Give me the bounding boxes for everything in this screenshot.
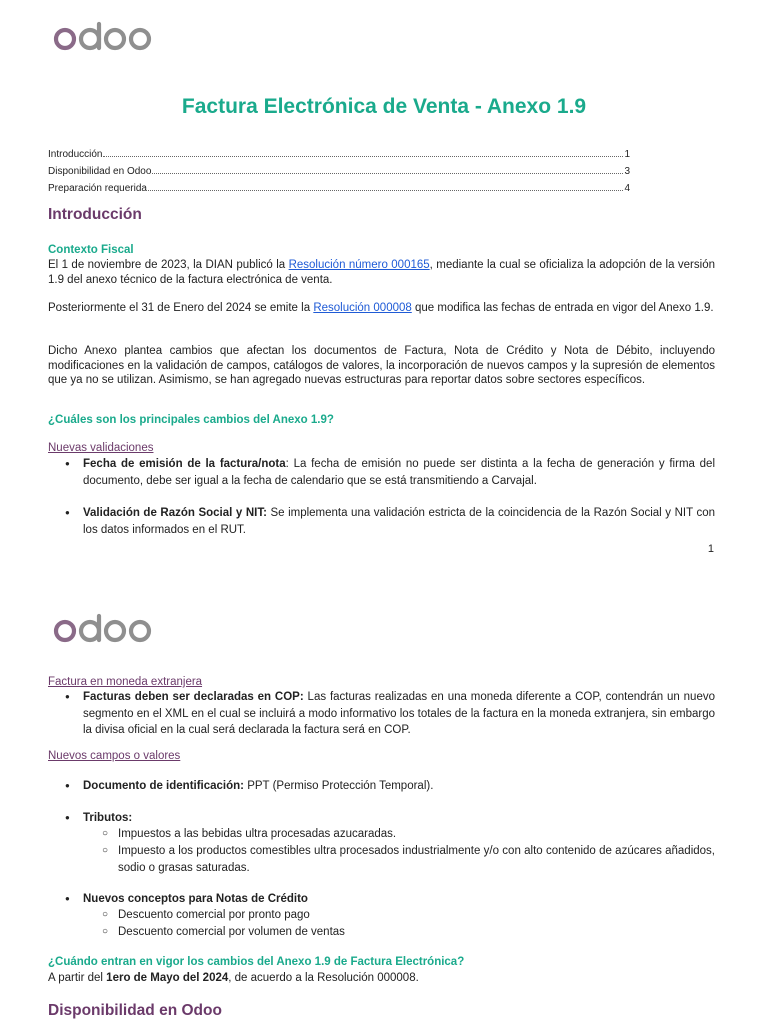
- paragraph-resolucion-8: [48, 301, 715, 316]
- list-item: [83, 891, 715, 908]
- paragraph-fecha-vigor: [48, 971, 715, 986]
- list-item-text: PPT (Permiso Protección Temporal).: [244, 780, 434, 792]
- paragraph-text: El 1 de noviembre de 2023, la DIAN publicó la: [48, 259, 289, 271]
- toc-entry-label: Introducción: [48, 149, 103, 160]
- page-number: 1: [707, 543, 714, 555]
- toc-entry[interactable]: [48, 160, 630, 177]
- list-item: [83, 505, 715, 538]
- subheading-principales-cambios: ¿Cuáles son los principales cambios del Anexo 1.9?: [48, 414, 334, 426]
- list-item-text: Se implementa una validación estricta de la coincidencia de la Razón Social y NIT con los datos informados en el RUT.: [83, 507, 715, 536]
- sublist-item: ○ Descuento comercial por pronto pago: [118, 907, 715, 924]
- toc-entry-label: Preparación requerida: [48, 183, 147, 194]
- toc-leader: [103, 156, 623, 157]
- list-item-term: Documento de identificación:: [83, 780, 245, 792]
- list-item: [83, 689, 715, 739]
- toc-leader: [152, 173, 623, 174]
- subsection-nuevas-validaciones: Nuevas validaciones: [48, 442, 154, 454]
- paragraph-resolucion-165: [48, 258, 715, 287]
- toc-entry[interactable]: [48, 143, 630, 160]
- toc-entry-page: 3: [624, 166, 630, 177]
- toc-entry-label: Disponibilidad en Odoo: [48, 166, 152, 177]
- odoo-logo: [52, 612, 152, 646]
- paragraph-text: que modifica las fechas de entrada en vigor del Anexo 1.9.: [411, 302, 714, 314]
- sublist-item: ○ Impuesto a los productos comestibles ultra procesados industrialmente y/o con alto contenido de azúcares añadidos, sodio o grasas saturadas.: [118, 843, 715, 876]
- list-item: [83, 810, 715, 827]
- paragraph-text: , mediante la cual se oficializa la adopción de la versión 1.9 del anexo técnico de la factura electrónica de venta.: [48, 259, 715, 286]
- toc-entry-page: 1: [624, 149, 630, 160]
- toc-entry[interactable]: [48, 177, 630, 194]
- subsection-moneda-extranjera: Factura en moneda extranjera: [48, 676, 203, 688]
- list-item-term: Tributos:: [83, 812, 133, 824]
- list-item: [83, 456, 715, 489]
- list-item-text: : La fecha de emisión no puede ser distinta a la fecha de generación y firma del documento, debe ser igual a la fecha de calendario que se está transmitiendo a Carvajal.: [83, 458, 715, 487]
- list-item-term: Facturas deben ser declaradas en COP:: [83, 691, 304, 703]
- document-title: Factura Electrónica de Venta - Anexo 1.9: [181, 95, 587, 118]
- sublist-item: ○ Impuestos a las bebidas ultra procesadas azucaradas.: [118, 826, 715, 843]
- subheading-cuando-entran: ¿Cuándo entran en vigor los cambios del Anexo 1.9 de Factura Electrónica?: [48, 956, 465, 968]
- list-item-term: Nuevos conceptos para Notas de Crédito: [83, 893, 308, 905]
- subheading-contexto-fiscal: Contexto Fiscal: [48, 244, 134, 256]
- toc-leader: [148, 190, 623, 191]
- paragraph-text: , de acuerdo a la Resolución 000008.: [228, 972, 419, 984]
- subsection-nuevos-campos: Nuevos campos o valores: [48, 750, 181, 762]
- section-heading-disponibilidad: Disponibilidad en Odoo: [48, 1002, 222, 1019]
- toc-entry-page: 4: [624, 183, 630, 194]
- link-resolucion-000165[interactable]: Resolución número 000165: [288, 259, 430, 271]
- paragraph-text: A partir del: [48, 972, 107, 984]
- section-heading-introduccion: Introducción: [48, 206, 142, 223]
- odoo-logo: [52, 20, 152, 54]
- link-resolucion-000008[interactable]: Resolución 000008: [313, 302, 412, 314]
- document-page-2: [0, 560, 768, 1024]
- paragraph-anexo-cambios: Dicho Anexo plantea cambios que afectan los documentos de Factura, Nota de Crédito y Nota de Débito, incluyendo modificaciones en la validación de campos, catálogos de valores, la incorporación de nuevos campos y la supresión de elementos que ya no se utilizan. Asimismo, se han agregado nuevas estructuras para reportar datos sobre sectores específicos.: [48, 345, 715, 386]
- table-of-contents: [48, 143, 630, 194]
- list-item-term: Validación de Razón Social y NIT:: [83, 507, 267, 519]
- list-item: [83, 778, 715, 795]
- list-item-term: Fecha de emisión de la factura/nota: [83, 458, 286, 470]
- list-item-text: Las facturas realizadas en una moneda diferente a COP, contendrán un nuevo segmento en el XML en el cual se incluirá a modo informativo los totales de la factura en la moneda extranjera, sin embargo la divisa oficial en la cual será declarada la factura será en COP.: [83, 691, 715, 736]
- sublist-item: ○ Descuento comercial por volumen de ventas: [118, 924, 715, 941]
- paragraph-text: Posteriormente el 31 de Enero del 2024 se emite la: [48, 302, 314, 314]
- paragraph-emphasis: 1ero de Mayo del 2024: [106, 972, 229, 984]
